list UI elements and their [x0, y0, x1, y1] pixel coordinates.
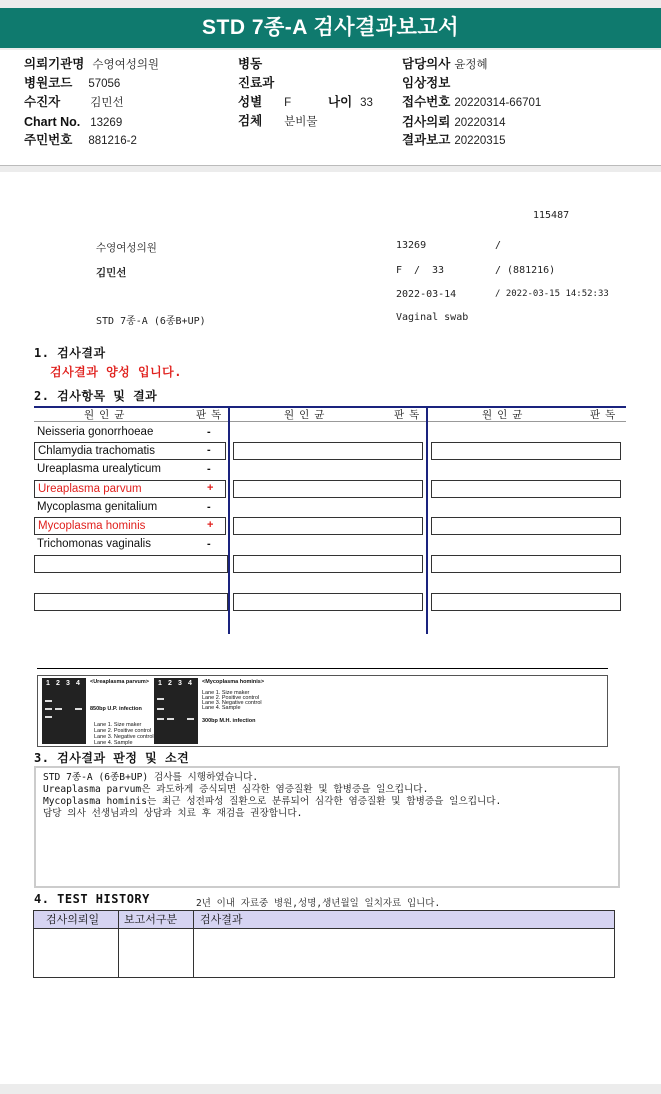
empty-cell: [34, 555, 228, 573]
gel-right-legend-4: Lane 4. Sample: [202, 705, 241, 711]
history-column-divider: [193, 911, 194, 977]
table-column-divider: [228, 406, 230, 634]
section-2-title: 2. 검사항목 및 결과: [34, 389, 158, 403]
empty-cell: [233, 480, 423, 498]
meta-requesting-org: 의뢰기관명 수영여성의원: [24, 57, 160, 71]
organism-result: -: [207, 538, 211, 550]
organism-result: +: [207, 482, 214, 494]
history-col-report-type: 보고서구분: [124, 913, 178, 926]
result-summary: 검사결과 양성 입니다.: [50, 365, 183, 379]
gel-left-legend-2: Lane 2. Positive control: [94, 728, 152, 734]
gel-right-marker: 300bp M.H. infection: [202, 718, 256, 724]
organism-result: +: [207, 519, 214, 531]
gel-image-mycoplasma: 1 2 3 4: [154, 678, 198, 744]
gel-left-legend-3: Lane 3. Negative control: [94, 734, 154, 740]
col-head-judgement: 판독: [196, 409, 227, 421]
report-number: 115487: [533, 210, 570, 221]
col-head-judgement: 판독: [590, 409, 621, 421]
sheet-sex-slash: /: [414, 265, 421, 276]
organism-name: Neisseria gonorrhoeae: [37, 426, 154, 438]
organism-name: Mycoplasma hominis: [34, 517, 226, 535]
meta-resident-no: 주민번호 881216-2: [24, 133, 137, 147]
col-head-judgement: 판독: [394, 409, 425, 421]
gel-top-line: [37, 668, 608, 669]
sheet-specimen: Vaginal swab: [396, 312, 469, 323]
empty-cell: [233, 442, 423, 460]
meta-accession-no: 접수번호 20220314-66701: [402, 95, 542, 109]
history-col-request-date: 검사의뢰일: [46, 913, 100, 926]
report-title: STD 7종-A 검사결과보고서: [0, 8, 661, 48]
gel-image-panel: [37, 675, 608, 747]
sheet-slash: /: [495, 240, 502, 251]
empty-cell: [34, 593, 228, 611]
gel-left-marker: 850bp U.P. infection: [90, 706, 142, 712]
opinion-line: Ureaplasma parvum은 과도하게 증식되면 심각한 염증질환 및 합병증을 일으킵니다.: [43, 784, 429, 795]
report-meta-panel: [0, 50, 661, 166]
organism-name: Ureaplasma parvum: [34, 480, 226, 498]
sheet-hospital: 수영여성의원: [96, 242, 157, 254]
organism-name: Chlamydia trachomatis: [34, 442, 226, 460]
history-note: 2년 이내 자료중 병원,성명,생년월일 일치자료 입니다.: [196, 898, 441, 909]
organism-name: Ureaplasma urealyticum: [37, 463, 161, 475]
empty-cell: [233, 593, 423, 611]
table-column-divider: [426, 406, 428, 634]
meta-ward: 병동: [238, 57, 263, 71]
opinion-line: STD 7종-A (6종B+UP) 검사를 시행하였습니다.: [43, 772, 259, 783]
sheet-birth: / (881216): [495, 265, 556, 276]
gel-right-legend-2: Lane 2. Positive control: [202, 695, 260, 701]
organism-result: -: [207, 463, 211, 475]
history-column-divider: [118, 911, 119, 977]
section-1-title: 1. 검사결과: [34, 346, 106, 360]
organism-name: Trichomonas vaginalis: [37, 538, 151, 550]
meta-sex: 성별 F: [238, 95, 292, 109]
empty-cell: [233, 517, 423, 535]
empty-cell: [431, 442, 621, 460]
sheet-test-name: STD 7종-A (6종B+UP): [96, 316, 206, 327]
sheet-collected-date: 2022-03-14: [396, 289, 457, 300]
opinion-line: Mycoplasma hominis는 최근 성전파성 질환으로 분류되어 심각한 염증질환 및 합병증을 일으킵니다.: [43, 796, 502, 807]
empty-cell: [431, 593, 621, 611]
empty-cell: [431, 555, 621, 573]
organism-name: Mycoplasma genitalium: [37, 501, 158, 513]
gel-left-title: <Ureaplasma parvum>: [90, 679, 150, 685]
section-3-title: 3. 검사결과 판정 및 소견: [34, 751, 190, 765]
col-head-organism: 원인균: [482, 409, 528, 421]
gel-left-legend-4: Lane 4. Sample: [94, 740, 133, 746]
meta-department: 진료과: [238, 76, 275, 90]
meta-doctor: 담당의사 윤정혜: [402, 57, 488, 71]
meta-hospital-code: 병원코드 57056: [24, 76, 121, 90]
empty-cell: [431, 517, 621, 535]
sheet-sex: F: [396, 265, 403, 276]
meta-clinical-info: 임상정보: [402, 76, 451, 90]
history-col-result: 검사결과: [200, 913, 243, 926]
gel-left-legend-1: Lane 1. Size maker: [94, 722, 142, 728]
sheet-reported-datetime: / 2022-03-15 14:52:33: [495, 289, 609, 299]
empty-cell: [431, 480, 621, 498]
section-4-title: 4. TEST HISTORY: [34, 892, 150, 906]
empty-cell: [233, 555, 423, 573]
gel-right-legend-1: Lane 1. Size maker: [202, 690, 250, 696]
gel-right-title: <Mycoplasma hominis>: [202, 679, 265, 685]
table-header-border: [34, 421, 626, 422]
meta-age: 나이 33: [328, 95, 373, 109]
sheet-patient: 김민선: [96, 267, 127, 279]
sheet-chart-no: 13269: [396, 240, 427, 251]
opinion-box: [34, 766, 620, 888]
meta-report-date: 결과보고 20220315: [402, 133, 506, 147]
history-table: [33, 910, 615, 978]
gel-image-ureaplasma: 1 2 3 4: [42, 678, 86, 744]
meta-chart-no: Chart No. 13269: [24, 115, 123, 129]
col-head-organism: 원인균: [84, 409, 130, 421]
opinion-line: 담당 의사 선생님과의 상담과 치료 후 재검을 권장합니다.: [43, 808, 303, 819]
organism-result: -: [207, 426, 211, 438]
organism-result: -: [207, 444, 211, 456]
history-table-header: [34, 911, 614, 929]
meta-patient: 수진자 김민선: [24, 95, 124, 109]
report-sheet: [0, 172, 661, 1084]
gel-right-legend-3: Lane 3. Negative control: [202, 700, 262, 706]
meta-request-date: 검사의뢰 20220314: [402, 115, 506, 129]
meta-specimen: 검체 분비물: [238, 114, 318, 128]
organism-result: -: [207, 501, 211, 513]
col-head-organism: 원인균: [284, 409, 330, 421]
sheet-age: 33: [432, 265, 445, 276]
